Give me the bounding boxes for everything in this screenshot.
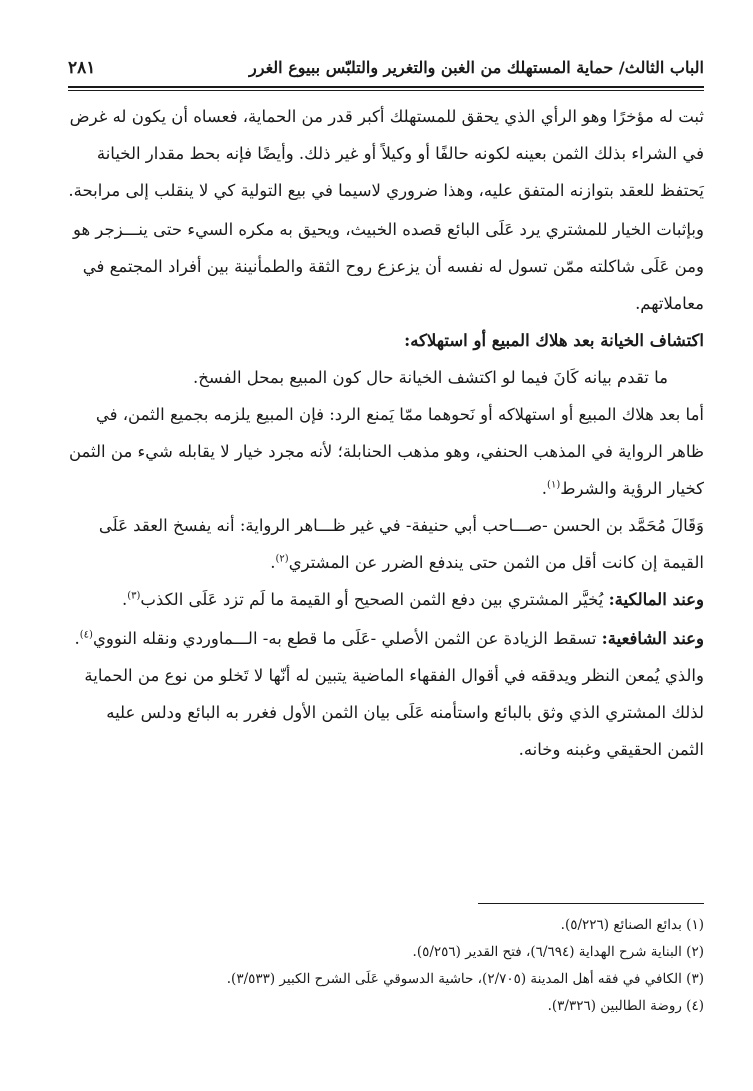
paragraph: أما بعد هلاك المبيع أو استهلاكه أو نَحوهما ممّا يَمنع الرد: فإن المبيع يلزمه بجميع الثمن، في ظاهر الرواية في المذهب الحنفي، وهو مذهب الحنابلة؛ لأنه مجرد خيار لا يقابله شيء من الثمن كخيار الرؤية والشرط$^{(١)}$. [68, 405, 704, 498]
footnote: (٣) الكافي في فقه أهل المدينة (٢/٧٠٥)، حاشية الدسوقي عَلَى الشرح الكبير (٣/٥٣٣). [226, 971, 704, 987]
footnote: (١) بدائع الصنائع (٥/٢٢٦). [560, 917, 704, 933]
paragraph: وبإثبات الخيار للمشتري يرد عَلَى البائع قصده الخبيث، ويحيق به مكره السيء حتى ينـــزجر هو ومن عَلَى شاكلته ممّن تسول له نفسه أن يزعزع روح الثقة والطمأنينة بين أفراد المجتمع في معاملاتهم. [72, 220, 704, 313]
paragraph: والذي يُمعن النظر ويدققه في أقوال الفقهاء الماضية يتبين له أنّها لا تَخلو من نوع من الحماية لذلك المشتري الذي وثق بالبائع واستأمنه عَلَى بيان الثمن الأول فغرر به البائع ودلس عليه الثمن الحقيقي وغبنه وخانه. [84, 666, 704, 759]
paragraph: ما تقدم بيانه كَانَ فيما لو اكتشف الخيانة حال كون المبيع بمحل الفسخ. [192, 368, 668, 387]
footnotes [68, 912, 704, 1020]
footnote-ref: (١) [547, 479, 561, 491]
section-heading: اكتشاف الخيانة بعد هلاك المبيع أو استهلاكه: [404, 331, 704, 350]
header-rule-thin [68, 90, 704, 91]
footnote-ref: (٢) [275, 553, 289, 565]
footnote-ref: (٤) [79, 629, 93, 641]
chapter-title: الباب الثالث/ حماية المستهلك من الغبن والتغرير والتلبّس ببيوع الغرر [249, 58, 704, 77]
running-header [68, 56, 704, 86]
footnote-ref: (٣) [127, 590, 141, 602]
body-text [68, 98, 704, 768]
school-label: وعند الشافعية: [601, 629, 704, 648]
paragraph: وعند الشافعية: تسقط الزيادة عن الثمن الأصلي -عَلَى ما قطع به- الـــماوردي ونقله النووي$^{(٤)}$. [74, 629, 704, 648]
header-rule-thick [68, 86, 704, 88]
paragraph: ثبت له مؤخرًا وهو الرأي الذي يحقق للمستهلك أكبر قدر من الحماية، فعساه أن يكون له غرض في الشراء بذلك الثمن بعينه لكونه حالفًا أو وكيلاً أو غير ذلك. وأيضًا فإنه بحط مقدار الخيانة يَحتفظ للعقد بتوازنه المتفق عليه، وهذا ضروري لاسيما في بيع التولية كي لا ينقلب إلى مرابحة. [68, 107, 704, 200]
footnote: (٤) روضة الطالبين (٣/٣٢٦). [547, 998, 704, 1014]
page-number: ٢٨١ [68, 58, 96, 78]
paragraph: وعند المالكية: يُخيَّر المشتري بين دفع الثمن الصحيح أو القيمة ما لَم تزد عَلَى الكذب$^{(٣)}$. [121, 590, 704, 609]
footnote-separator [478, 903, 704, 904]
paragraph: وَقَالَ مُحَمَّد بن الحسن -صـــاحب أبي حنيفة- في غير ظـــاهر الرواية: أنه يفسخ العقد عَلَى القيمة إن كانت أقل من الثمن حتى يندفع الضرر عن المشتري$^{(٢)}$. [98, 516, 704, 572]
school-label: وعند المالكية: [608, 590, 704, 609]
footnote: (٢) البناية شرح الهداية (٦/٦٩٤)، فتح القدير (٥/٢٥٦). [412, 944, 704, 960]
